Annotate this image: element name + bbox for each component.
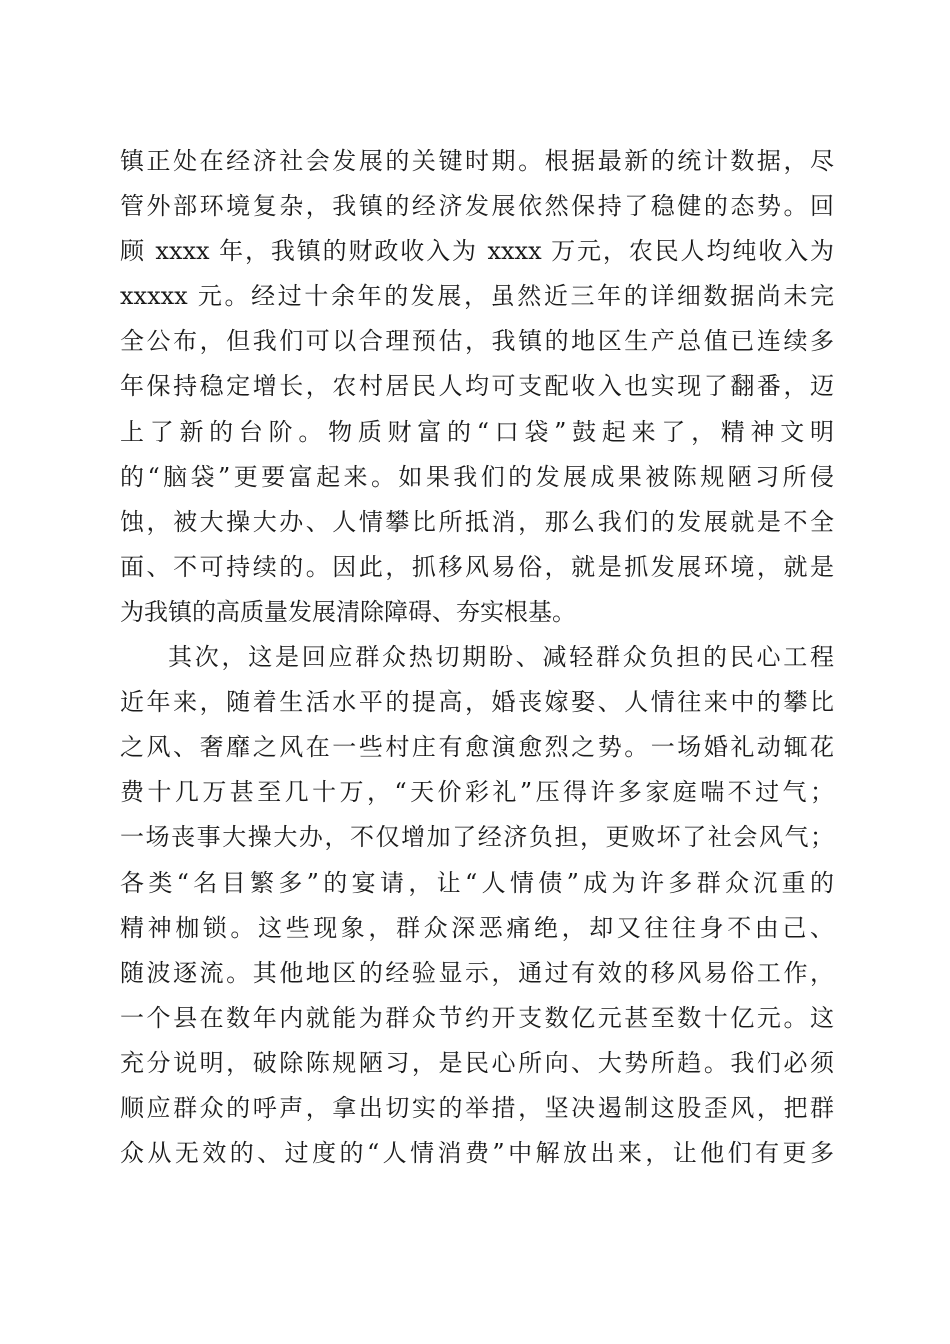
text-line: 顺应群众的呼声，拿出切实的举措，坚决遏制这股歪风，把群 — [120, 1093, 834, 1122]
text-line: 近年来，随着生活水平的提高，婚丧嫁娶、人情往来中的攀比 — [120, 688, 834, 717]
text-line: 面、不可持续的。因此，抓移风易俗，就是抓发展环境，就是 — [120, 552, 834, 581]
text-line: 全公布，但我们可以合理预估，我镇的地区生产总值已连续多 — [120, 327, 834, 356]
text-line: 顾 xxxx 年，我镇的财政收入为 xxxx 万元，农民人均纯收入为 — [120, 237, 834, 266]
text-line: 充分说明，破除陈规陋习，是民心所向、大势所趋。我们必须 — [120, 1048, 834, 1077]
text-line: 为我镇的高质量发展清除障碍、夯实根基。 — [120, 597, 576, 626]
text-line: 管外部环境复杂，我镇的经济发展依然保持了稳健的态势。回 — [120, 192, 834, 221]
text-line: xxxxx 元。经过十余年的发展，虽然近三年的详细数据尚未完 — [120, 282, 834, 311]
text-line: 费十几万甚至几十万，“天价彩礼”压得许多家庭喘不过气； — [120, 778, 834, 807]
text-line: 年保持稳定增长，农村居民人均可支配收入也实现了翻番，迈 — [120, 372, 834, 401]
text-line: 众从无效的、过度的“人情消费”中解放出来，让他们有更多 — [120, 1139, 834, 1168]
text-line: 其次，这是回应群众热切期盼、减轻群众负担的民心工程 — [168, 643, 834, 672]
text-line: 随波逐流。其他地区的经验显示，通过有效的移风易俗工作， — [120, 958, 834, 987]
text-line: 一场丧事大操大办，不仅增加了经济负担，更败坏了社会风气； — [120, 823, 834, 852]
text-line: 之风、奢靡之风在一些村庄有愈演愈烈之势。一场婚礼动辄花 — [120, 733, 834, 762]
paragraph-1 — [120, 139, 834, 635]
text-line: 一个县在数年内就能为群众节约开支数亿元甚至数十亿元。这 — [120, 1003, 834, 1032]
paragraph-2 — [120, 635, 834, 1176]
text-line: 的“脑袋”更要富起来。如果我们的发展成果被陈规陋习所侵 — [120, 462, 834, 491]
text-line: 蚀，被大操大办、人情攀比所抵消，那么我们的发展就是不全 — [120, 507, 834, 536]
text-line: 精神枷锁。这些现象，群众深恶痛绝，却又往往身不由己、 — [120, 913, 834, 942]
text-line: 镇正处在经济社会发展的关键时期。根据最新的统计数据，尽 — [120, 147, 834, 175]
document-body — [120, 139, 834, 1176]
text-line: 各类“名目繁多”的宴请，让“人情债”成为许多群众沉重的 — [120, 868, 834, 897]
text-line: 上了新的台阶。物质财富的“口袋”鼓起来了，精神文明 — [120, 417, 834, 446]
